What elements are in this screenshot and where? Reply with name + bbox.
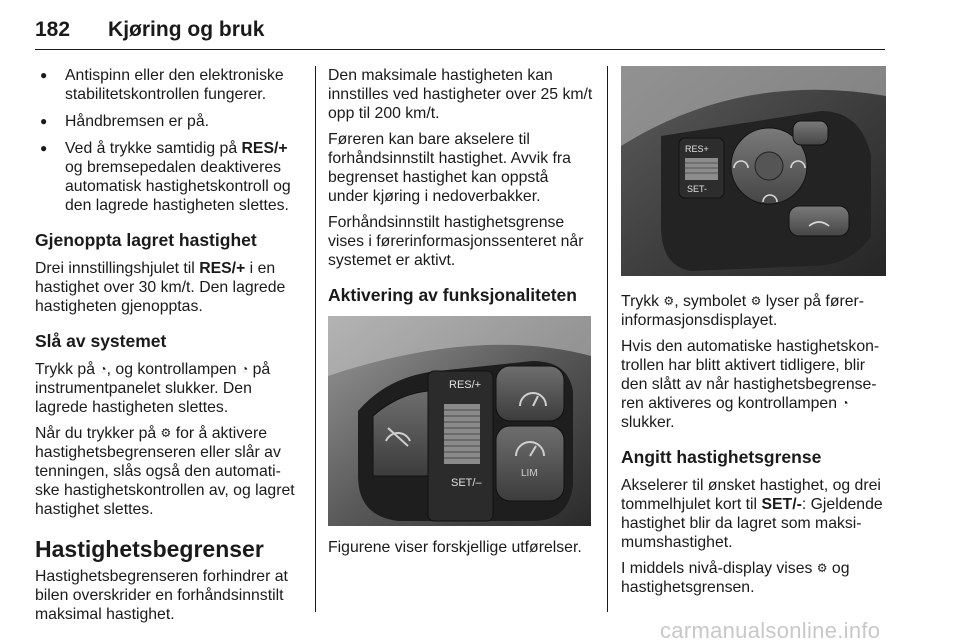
list-item: ● Håndbremsen er på.	[35, 112, 301, 131]
cruise-control-icon: ◔	[841, 396, 849, 410]
heading-set-limit: Angitt hastighetsgrense	[621, 447, 822, 467]
paragraph: Hvis den automatiske hastighetskon-trollen har blitt aktivert tidligere, blir den slått av når hastighetsbegrense-ren aktiveres og kontrollampen ◔ slukker.	[621, 338, 880, 431]
res-plus-label: RES/+	[449, 379, 482, 391]
set-minus-label: SET-	[687, 184, 708, 194]
column-2	[328, 66, 593, 564]
speed-limiter-icon: ⚙	[160, 426, 172, 440]
paragraph: Trykk ⚙, symbolet ⚙ lyser på fører-informasjonsdisplayet.	[621, 293, 865, 329]
cruise-control-icon: ◔	[99, 362, 107, 376]
speed-limiter-icon: ⚙	[816, 561, 828, 575]
paragraph: Drei innstillingshjulet til RES/+ i en hastighet over 30 km/t. Den lagrede hastigheten gjenopptas.	[35, 260, 286, 315]
paragraph: Føreren kan bare akselere til forhåndsinnstilt hastighet. Avvik fra begrenset hastighet kan oppstå under kjøring i nedoverbakker.	[328, 131, 571, 205]
heading-speed-limiter: Hastighetsbegrenser	[35, 536, 264, 562]
paragraph: Den maksimale hastigheten kan innstilles ved hastigheter over 25 km/t opp til 200 km/t.	[328, 67, 593, 122]
paragraph: Akselerer til ønsket hastighet, og drei tommelhjulet kort til SET/-: Gjeldende hastighet blir da lagret som maksi-mumshastighet.	[621, 477, 883, 551]
paragraph: I middels nivå-display vises ⚙ og hastighetsgrensen.	[621, 560, 850, 596]
lim-label: LIM	[521, 468, 538, 479]
paragraph: Forhåndsinnstilt hastighetsgrense vises i førerinformasjonssenteret når systemet er aktivt.	[328, 214, 584, 269]
list-item: ● Ved å trykke samtidig på RES/+ og bremsepedalen deaktiveres automatisk hastighetskontroll og den lagrede hastigheten slettes.	[35, 139, 301, 215]
steering-controls-illustration	[621, 66, 886, 276]
condition-list	[35, 66, 301, 215]
column-3	[621, 66, 887, 604]
res-plus-label: RES+	[685, 144, 709, 154]
set-minus-label: SET/–	[451, 477, 482, 489]
list-item: ● Antispinn eller den elektroniske stabilitetskontrollen fungerer.	[35, 66, 301, 104]
steering-wheel-controls-image	[328, 316, 591, 526]
cruise-control-icon: ◔	[240, 362, 249, 376]
steering-wheel-controls-image	[621, 66, 886, 276]
speed-limiter-icon: ⚙	[663, 294, 675, 308]
paragraph: Trykk på ◔, og kontrollampen ◔ på instrumentpanelet slukker. Den lagrede hastigheten slettes.	[35, 361, 271, 416]
watermark: carmanualsonline.info	[660, 618, 881, 643]
column-1	[35, 66, 301, 631]
speed-limiter-icon: ⚙	[750, 294, 762, 308]
figure-caption: Figurene viser forskjellige utførelser.	[328, 539, 582, 556]
page-number: 182	[35, 18, 71, 41]
chapter-title: Kjøring og bruk	[108, 18, 265, 41]
column-divider	[315, 66, 316, 612]
page-header	[35, 18, 264, 42]
paragraph: Når du trykker på ⚙ for å aktivere hastighetsbegrenseren eller slår av tenningen, slås også den automati-ske hastighetskontrollen av, og lagret hastighet slettes.	[35, 425, 295, 518]
heading-switch-off: Slå av systemet	[35, 331, 167, 351]
paragraph: Hastighetsbegrenseren forhindrer at bilen overskrider en forhåndsinnstilt maksimal hastighet.	[35, 568, 288, 623]
header-rule	[35, 49, 885, 50]
heading-activation: Aktivering av funksjonaliteten	[328, 285, 577, 305]
column-divider	[607, 66, 608, 612]
steering-controls-illustration	[328, 316, 591, 526]
heading-resume: Gjenoppta lagret hastighet	[35, 230, 257, 250]
